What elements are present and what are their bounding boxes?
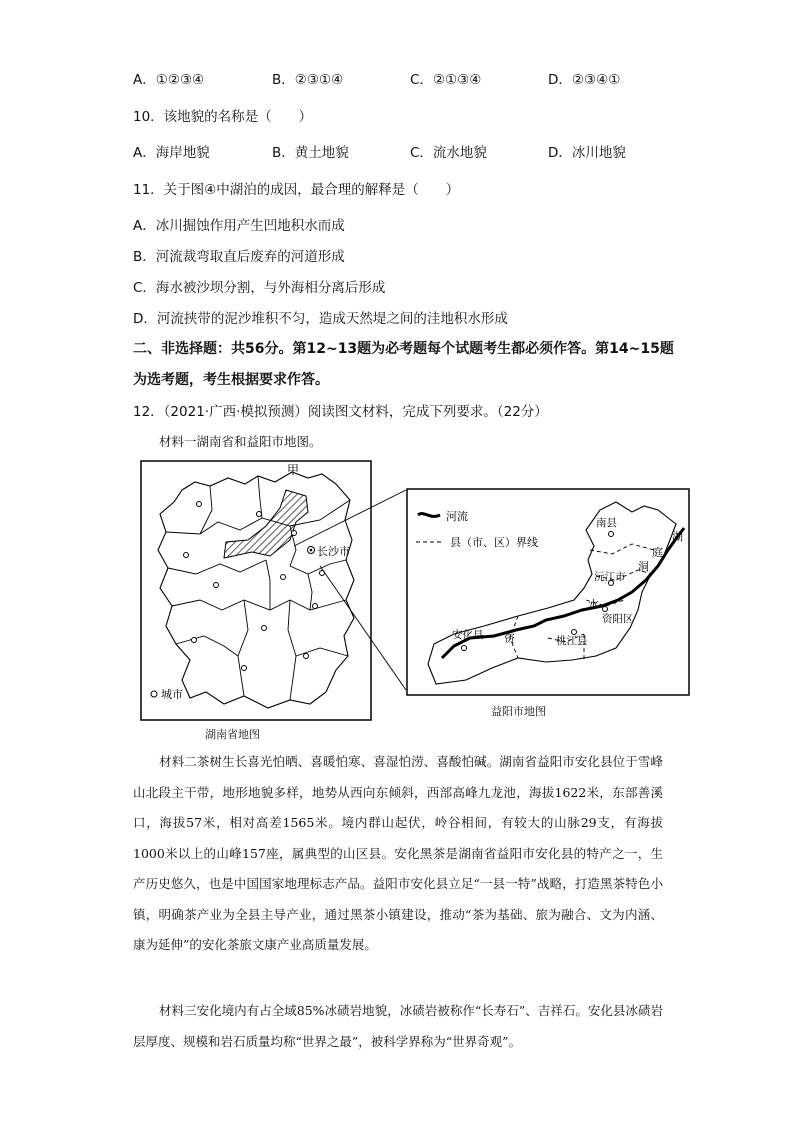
yiyang-city-map (406, 488, 690, 696)
material3-paragraph: 材料三安化境内有占全域85%冰碛岩地貌，冰碛岩被称作“长寿石”、吉祥石。安化县冰碛岩层厚度、规模和岩石质量均称“世界之最”，被科学界称为“世界奇观”。 (133, 1003, 663, 1049)
label-yuanjiang: 沅江市 (594, 571, 626, 583)
label-hu: 湖 (672, 530, 683, 543)
label-nanxian: 南县 (596, 517, 617, 529)
q11-stem: 11．关于图④中湖泊的成因，最合理的解释是（ ） (133, 182, 460, 198)
material1-label: 材料一湖南省和益阳市地图。 (159, 434, 322, 449)
label-shui: 水 (588, 598, 599, 611)
label-zi: 资 (504, 632, 515, 645)
q9-option-c: C．②①③④ (410, 72, 482, 88)
map-label-jia: 甲 (287, 463, 300, 477)
label-ting: 庭 (652, 546, 663, 559)
q9-option-a: A．①②③④ (133, 72, 205, 88)
q10-option-a: A．海岸地貌 (133, 145, 210, 161)
label-anhua: 安化县 (452, 629, 484, 641)
map-label-changsha: 长沙市 (317, 545, 350, 558)
q11-option-b: B．河流裁弯取直后废弃的河道形成 (133, 249, 345, 265)
legend-river-label: 河流 (446, 510, 468, 523)
q11-option-d: D．河流挟带的泥沙堆积不匀，造成天然堤之间的洼地积水形成 (133, 311, 508, 327)
map-connector-lines (290, 486, 410, 696)
yiyang-map-caption: 益阳市地图 (491, 705, 546, 718)
q11-option-a: A．冰川掘蚀作用产生凹地积水而成 (133, 218, 345, 234)
q12-stem: 12．（2021·广西·模拟预测）阅读图文材料，完成下列要求。（22分） (133, 404, 548, 420)
legend-city-label: 城市 (161, 688, 183, 701)
material2-paragraph: 材料二茶树生长喜光怕晒、喜暖怕寒、喜湿怕涝、喜酸怕碱。湖南省益阳市安化县位于雪峰山北段主干带，地形地貌多样，地势从西向东倾斜，西部高峰九龙池，海拔1622米，东部善溪口，海拔57米，相对高差1565米。境内群山起伏，岭谷相间，有较大的山脉29支，有海拔1000米以上的山峰157座，属典型的山区县。安化黑茶是湖南省益阳市安化县的特产之一，生产历史悠久，也是中国国家地理标志产品。益阳市安化县立足“一县一特”战略，打造黑茶特色小镇，明确茶产业为全县主导产业，通过黑茶小镇建设，推动“茶为基础、旅为融合、文为内涵、康为延伸”的安化茶旅文康产业高质量发展。 (133, 754, 663, 952)
section2-heading-line1: 二、非选择题：共56分。第12~13题为必考题每个试题考生都必须作答。第14~15题 (133, 341, 674, 357)
legend-city-symbol (151, 691, 157, 697)
section2-heading-line2: 为选考题，考生根据要求作答。 (133, 372, 329, 388)
q11-option-c: C．海水被沙坝分割，与外海相分离后形成 (133, 280, 386, 296)
q10-option-c: C．流水地貌 (410, 145, 487, 161)
hunan-map-caption: 湖南省地图 (205, 728, 260, 741)
label-dong: 洞 (638, 560, 649, 573)
q9-option-d: D．②③④① (548, 72, 621, 88)
legend-border-label: 县（市、区）界线 (450, 536, 538, 549)
q10-stem: 10．该地貌的名称是（ ） (133, 109, 313, 125)
label-ziyang: 资阳区 (602, 613, 634, 625)
q9-option-b: B．②③①④ (272, 72, 344, 88)
q10-option-d: D．冰川地貌 (548, 145, 626, 161)
q10-option-b: B．黄土地貌 (272, 145, 349, 161)
label-taojiang: 桃江县 (556, 635, 588, 647)
